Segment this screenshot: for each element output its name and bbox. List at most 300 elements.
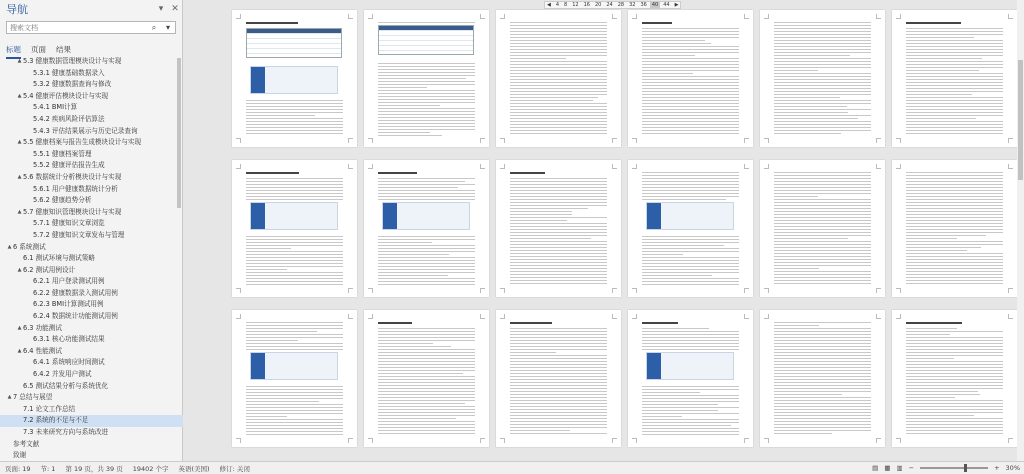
crop-mark — [236, 288, 241, 293]
outline-item-label: 5.4.3 评估结果展示与历史记录查询 — [33, 126, 138, 135]
text-line — [642, 410, 718, 411]
text-line — [642, 248, 739, 249]
outline-item[interactable] — [0, 218, 183, 230]
tab-results[interactable]: 结果 — [56, 45, 71, 54]
document-page[interactable] — [496, 10, 621, 147]
outline-item[interactable] — [0, 357, 183, 369]
nav-scrollbar[interactable] — [177, 58, 181, 208]
crop-mark — [368, 314, 373, 319]
text-line — [246, 410, 343, 411]
text-line — [906, 34, 1003, 35]
text-line — [510, 274, 607, 275]
outline-item-label: 5.4 健康评估模块设计与实现 — [23, 91, 109, 100]
collapse-arrow-icon[interactable]: ▲ — [17, 347, 22, 354]
text-line — [246, 386, 343, 387]
status-language[interactable]: 英语(美国) — [178, 464, 210, 473]
text-line — [642, 175, 739, 176]
status-page-of[interactable]: 第 19 页，共 39 页 — [65, 464, 123, 473]
text-line — [906, 415, 974, 416]
collapse-arrow-icon[interactable]: ▲ — [7, 394, 12, 401]
text-line — [510, 262, 607, 263]
crop-mark — [348, 288, 353, 293]
crop-mark — [632, 164, 637, 169]
document-page[interactable] — [232, 10, 357, 147]
document-page[interactable] — [496, 310, 621, 447]
outline-item[interactable] — [0, 242, 183, 254]
outline-item-label: 6.2 测试用例设计 — [23, 265, 76, 274]
thumb-next-icon[interactable]: ▶ — [674, 2, 679, 8]
collapse-arrow-icon[interactable]: ▲ — [17, 324, 22, 331]
text-line — [510, 220, 567, 221]
text-line — [642, 121, 739, 122]
text-line — [774, 184, 871, 185]
document-page[interactable] — [364, 310, 489, 447]
text-line — [774, 100, 871, 101]
text-line — [774, 364, 871, 365]
text-line — [510, 232, 607, 233]
document-page[interactable] — [232, 160, 357, 297]
text-line — [246, 389, 343, 390]
outline-item[interactable] — [0, 369, 183, 381]
thumbnail-page-number[interactable]: 44 — [663, 2, 670, 8]
outline-item[interactable] — [0, 381, 183, 393]
text-line — [510, 361, 607, 362]
text-line — [774, 412, 871, 413]
text-line — [642, 431, 739, 432]
outline-item[interactable] — [0, 137, 183, 149]
search-box[interactable] — [6, 21, 176, 34]
text-line — [906, 283, 1003, 284]
document-page[interactable] — [232, 310, 357, 447]
text-line — [774, 118, 858, 119]
text-line — [642, 181, 739, 182]
text-line — [246, 422, 343, 423]
outline-item[interactable] — [0, 79, 183, 91]
text-line — [906, 355, 1003, 356]
document-page[interactable] — [760, 310, 885, 447]
text-line — [906, 97, 1003, 98]
text-line — [246, 334, 343, 335]
text-line — [378, 263, 475, 264]
close-icon[interactable]: ✕ — [171, 3, 179, 14]
outline-item[interactable] — [0, 91, 183, 103]
text-line — [774, 247, 871, 248]
text-line — [378, 248, 475, 249]
document-page[interactable] — [364, 160, 489, 297]
text-line — [510, 265, 607, 266]
text-line — [642, 28, 739, 29]
thumbnail-page-number[interactable]: 8 — [564, 2, 568, 8]
text-line — [378, 340, 475, 341]
screenshot-sidebar — [251, 67, 265, 93]
text-line — [510, 121, 607, 122]
collapse-arrow-icon[interactable]: ▲ — [17, 173, 22, 180]
text-line — [906, 52, 1003, 53]
heading-line — [906, 22, 961, 24]
text-line — [906, 94, 972, 95]
thumbnail-page-number[interactable]: 24 — [606, 2, 613, 8]
text-line — [378, 236, 475, 237]
text-line — [774, 334, 871, 335]
thumbnail-page-number[interactable]: 12 — [572, 2, 579, 8]
text-line — [378, 123, 475, 124]
nav-options-icon[interactable]: ▾ — [158, 3, 164, 14]
text-line — [906, 232, 1003, 233]
text-line — [510, 406, 607, 407]
outline-item[interactable] — [0, 160, 183, 172]
text-line — [510, 277, 607, 278]
document-page[interactable] — [760, 10, 885, 147]
outline-item-label: 6.4.2 并发用户测试 — [33, 370, 92, 379]
search-input[interactable] — [7, 24, 147, 32]
text-line — [378, 373, 463, 374]
outline-item[interactable] — [0, 195, 183, 207]
text-line — [378, 430, 475, 431]
text-line — [774, 415, 871, 416]
text-line — [642, 278, 739, 279]
zoom-slider[interactable] — [920, 467, 988, 469]
outline-item[interactable] — [0, 207, 183, 219]
text-line — [774, 202, 871, 203]
heading-line — [906, 322, 962, 324]
outline-item[interactable] — [0, 102, 183, 114]
text-line — [378, 382, 475, 383]
collapse-arrow-icon[interactable]: ▲ — [17, 58, 22, 64]
collapse-arrow-icon[interactable]: ▲ — [7, 243, 12, 250]
text-line — [510, 127, 607, 128]
crop-mark — [348, 314, 353, 319]
outline-item[interactable] — [0, 230, 183, 242]
text-line — [774, 67, 871, 68]
text-line — [642, 118, 739, 119]
text-line — [774, 70, 818, 71]
text-line — [774, 97, 840, 98]
text-line — [774, 220, 871, 221]
screenshot-figure — [646, 202, 734, 230]
text-line — [642, 340, 739, 341]
crop-mark — [500, 138, 505, 143]
text-line — [906, 88, 1003, 89]
text-line — [906, 196, 1003, 197]
text-line — [906, 103, 1003, 104]
text-line — [774, 226, 871, 227]
text-line — [774, 127, 871, 128]
collapse-arrow-icon[interactable]: ▲ — [17, 208, 22, 215]
text-line — [510, 181, 607, 182]
text-line — [774, 370, 871, 371]
text-line — [906, 412, 1003, 413]
outline-item[interactable] — [0, 334, 183, 346]
text-line — [378, 132, 430, 133]
text-line — [642, 58, 739, 59]
zoom-level[interactable]: 30% — [1005, 464, 1020, 472]
text-line — [246, 248, 291, 249]
document-canvas[interactable] — [184, 0, 1024, 461]
page-thumbnail-strip — [544, 1, 681, 9]
crop-mark — [236, 314, 241, 319]
outline-item[interactable] — [0, 184, 183, 196]
text-line — [906, 352, 1003, 353]
text-line — [246, 178, 343, 179]
read-mode-icon[interactable]: ▤ — [872, 464, 879, 472]
text-line — [510, 25, 607, 26]
text-line — [510, 22, 607, 23]
zoom-in-icon[interactable]: + — [994, 464, 1000, 472]
outline-item[interactable] — [0, 276, 183, 288]
collapse-arrow-icon[interactable]: ▲ — [17, 266, 22, 273]
text-line — [246, 103, 343, 104]
text-line — [642, 254, 683, 255]
text-line — [510, 58, 566, 59]
text-line — [510, 397, 607, 398]
document-page[interactable] — [628, 160, 753, 297]
text-line — [378, 181, 465, 182]
outline-item[interactable] — [0, 427, 183, 439]
outline-item-label: 7 总结与展望 — [13, 393, 53, 402]
text-line — [246, 349, 343, 350]
text-line — [510, 364, 607, 365]
scroll-thumb[interactable] — [1018, 60, 1023, 180]
screenshot-sidebar — [251, 203, 265, 229]
thumbnail-page-number[interactable]: 28 — [617, 2, 625, 8]
text-line — [906, 376, 1003, 377]
text-line — [774, 223, 871, 224]
outline-item[interactable] — [0, 346, 183, 358]
text-line — [642, 422, 739, 423]
crop-mark — [896, 138, 901, 143]
crop-mark — [1008, 138, 1013, 143]
text-line — [642, 266, 739, 267]
text-line — [774, 256, 871, 257]
text-line — [510, 133, 607, 134]
text-line — [774, 214, 871, 215]
crop-mark — [612, 314, 617, 319]
document-page[interactable] — [892, 310, 1017, 447]
status-section[interactable]: 节: 1 — [40, 464, 56, 473]
search-dropdown-icon[interactable]: ▾ — [165, 23, 170, 32]
table-figure — [246, 28, 342, 58]
crop-mark — [500, 314, 505, 319]
text-line — [774, 34, 871, 35]
outline-item[interactable] — [0, 126, 183, 138]
text-line — [378, 251, 475, 252]
text-line — [906, 73, 1003, 74]
document-page[interactable] — [364, 10, 489, 147]
outline-item[interactable] — [0, 288, 183, 300]
thumbnail-page-number[interactable]: 20 — [594, 2, 602, 8]
text-line — [774, 91, 871, 92]
text-line — [510, 184, 607, 185]
text-line — [774, 244, 871, 245]
thumb-prev-icon[interactable]: ◀ — [547, 2, 551, 8]
text-line — [246, 100, 343, 101]
status-words[interactable]: 19402 个字 — [132, 464, 169, 473]
text-line — [378, 328, 475, 329]
outline-item-label: 6.2.2 健康数据录入测试用例 — [33, 288, 118, 297]
text-line — [510, 418, 607, 419]
text-line — [246, 278, 343, 279]
thumbnail-page-number[interactable]: 32 — [629, 2, 636, 8]
text-line — [642, 199, 726, 200]
crop-mark — [612, 164, 617, 169]
text-line — [510, 211, 572, 212]
outline-item-label: 7.1 论文工作总结 — [23, 404, 76, 413]
text-line — [906, 373, 1003, 374]
crop-mark — [1008, 164, 1013, 169]
zoom-slider-knob[interactable] — [964, 464, 967, 472]
tab-pages[interactable]: 页面 — [31, 45, 46, 54]
text-line — [378, 196, 475, 197]
thumbnail-page-number[interactable]: 4 — [555, 2, 560, 8]
outline-item[interactable] — [0, 392, 183, 404]
text-line — [378, 178, 475, 179]
outline-item[interactable] — [0, 404, 183, 416]
text-line — [906, 214, 1003, 215]
text-line — [510, 214, 572, 215]
text-line — [774, 259, 871, 260]
search-icon[interactable]: ⌕ — [151, 22, 157, 32]
text-line — [774, 271, 871, 272]
text-line — [774, 421, 871, 422]
collapse-arrow-icon[interactable]: ▲ — [17, 139, 22, 146]
text-line — [906, 112, 1003, 113]
text-line — [378, 337, 475, 338]
text-line — [906, 328, 957, 329]
outline-item[interactable] — [0, 114, 183, 126]
crop-mark — [348, 438, 353, 443]
text-line — [510, 334, 607, 335]
outline-item[interactable] — [0, 172, 183, 184]
text-line — [774, 238, 848, 239]
text-line — [906, 211, 1003, 212]
document-page[interactable] — [892, 160, 1017, 297]
outline-item[interactable] — [0, 56, 183, 68]
text-line — [246, 416, 287, 417]
outline-item-label: 5.7.2 健康知识文章发布与管理 — [33, 230, 125, 239]
text-line — [510, 49, 607, 50]
tab-headings[interactable]: 标题 — [6, 44, 21, 59]
text-line — [774, 43, 871, 44]
text-line — [906, 172, 1003, 173]
text-line — [642, 37, 739, 38]
print-layout-icon[interactable]: ▦ — [884, 464, 891, 472]
status-page[interactable]: 页面: 19 — [5, 464, 31, 473]
text-line — [642, 64, 739, 65]
text-line — [642, 425, 731, 426]
text-line — [246, 266, 343, 267]
text-line — [510, 31, 607, 32]
text-line — [906, 70, 979, 71]
screenshot-figure — [250, 202, 338, 230]
text-line — [906, 241, 1003, 242]
text-line — [642, 82, 739, 83]
text-line — [378, 117, 475, 118]
text-line — [642, 284, 739, 285]
thumbnail-page-number[interactable]: 40 — [651, 2, 659, 8]
outline-item[interactable] — [0, 149, 183, 161]
outline-item[interactable] — [0, 253, 183, 265]
collapse-arrow-icon[interactable]: ▲ — [17, 92, 22, 99]
text-line — [246, 434, 343, 435]
text-line — [510, 271, 607, 272]
text-line — [906, 43, 1003, 44]
text-line — [906, 208, 1003, 209]
text-line — [510, 376, 607, 377]
thumbnail-page-number[interactable]: 36 — [640, 2, 647, 8]
document-page[interactable] — [628, 10, 753, 147]
text-line — [906, 400, 1003, 401]
text-line — [774, 400, 871, 401]
outline-item[interactable] — [0, 439, 183, 451]
text-line — [774, 25, 871, 26]
text-line — [510, 349, 607, 350]
text-line — [246, 115, 315, 116]
document-page[interactable] — [760, 160, 885, 297]
text-line — [774, 79, 871, 80]
thumbnail-page-number[interactable]: 16 — [583, 2, 590, 8]
text-line — [906, 217, 1003, 218]
text-line — [906, 106, 1003, 107]
text-line — [378, 370, 475, 371]
text-line — [642, 349, 739, 350]
text-line — [246, 407, 343, 408]
text-line — [906, 229, 1003, 230]
text-line — [246, 398, 343, 399]
text-line — [906, 184, 1003, 185]
outline-item[interactable] — [0, 311, 183, 323]
crop-mark — [1008, 314, 1013, 319]
text-line — [642, 187, 739, 188]
text-line — [378, 358, 475, 359]
outline-item[interactable] — [0, 299, 183, 311]
text-line — [246, 425, 343, 426]
text-line — [774, 433, 832, 434]
text-line — [246, 340, 298, 341]
nav-header — [0, 0, 182, 17]
text-line — [642, 130, 739, 131]
text-line — [378, 81, 475, 82]
text-line — [246, 343, 343, 344]
text-line — [510, 37, 607, 38]
text-line — [906, 202, 1003, 203]
crop-mark — [896, 288, 901, 293]
web-layout-icon[interactable]: ▥ — [896, 464, 903, 472]
text-line — [246, 106, 343, 107]
document-page[interactable] — [496, 160, 621, 297]
text-line — [774, 178, 871, 179]
outline-item-label: 致谢 — [13, 451, 27, 460]
text-line — [510, 199, 607, 200]
zoom-out-icon[interactable]: − — [908, 464, 915, 472]
text-line — [510, 94, 607, 95]
vertical-scrollbar[interactable] — [1017, 0, 1024, 461]
status-track-changes[interactable]: 修订: 关闭 — [219, 464, 250, 473]
text-line — [906, 274, 1003, 275]
document-page[interactable] — [628, 310, 753, 447]
outline-item[interactable] — [0, 415, 183, 427]
text-line — [510, 283, 607, 284]
text-line — [642, 34, 739, 35]
outline-item[interactable] — [0, 323, 183, 335]
text-line — [906, 385, 1003, 386]
text-line — [906, 175, 1003, 176]
outline-item[interactable] — [0, 265, 183, 277]
text-line — [906, 397, 955, 398]
outline-item[interactable] — [0, 68, 183, 80]
document-page[interactable] — [892, 10, 1017, 147]
text-line — [378, 397, 475, 398]
text-line — [246, 401, 319, 402]
